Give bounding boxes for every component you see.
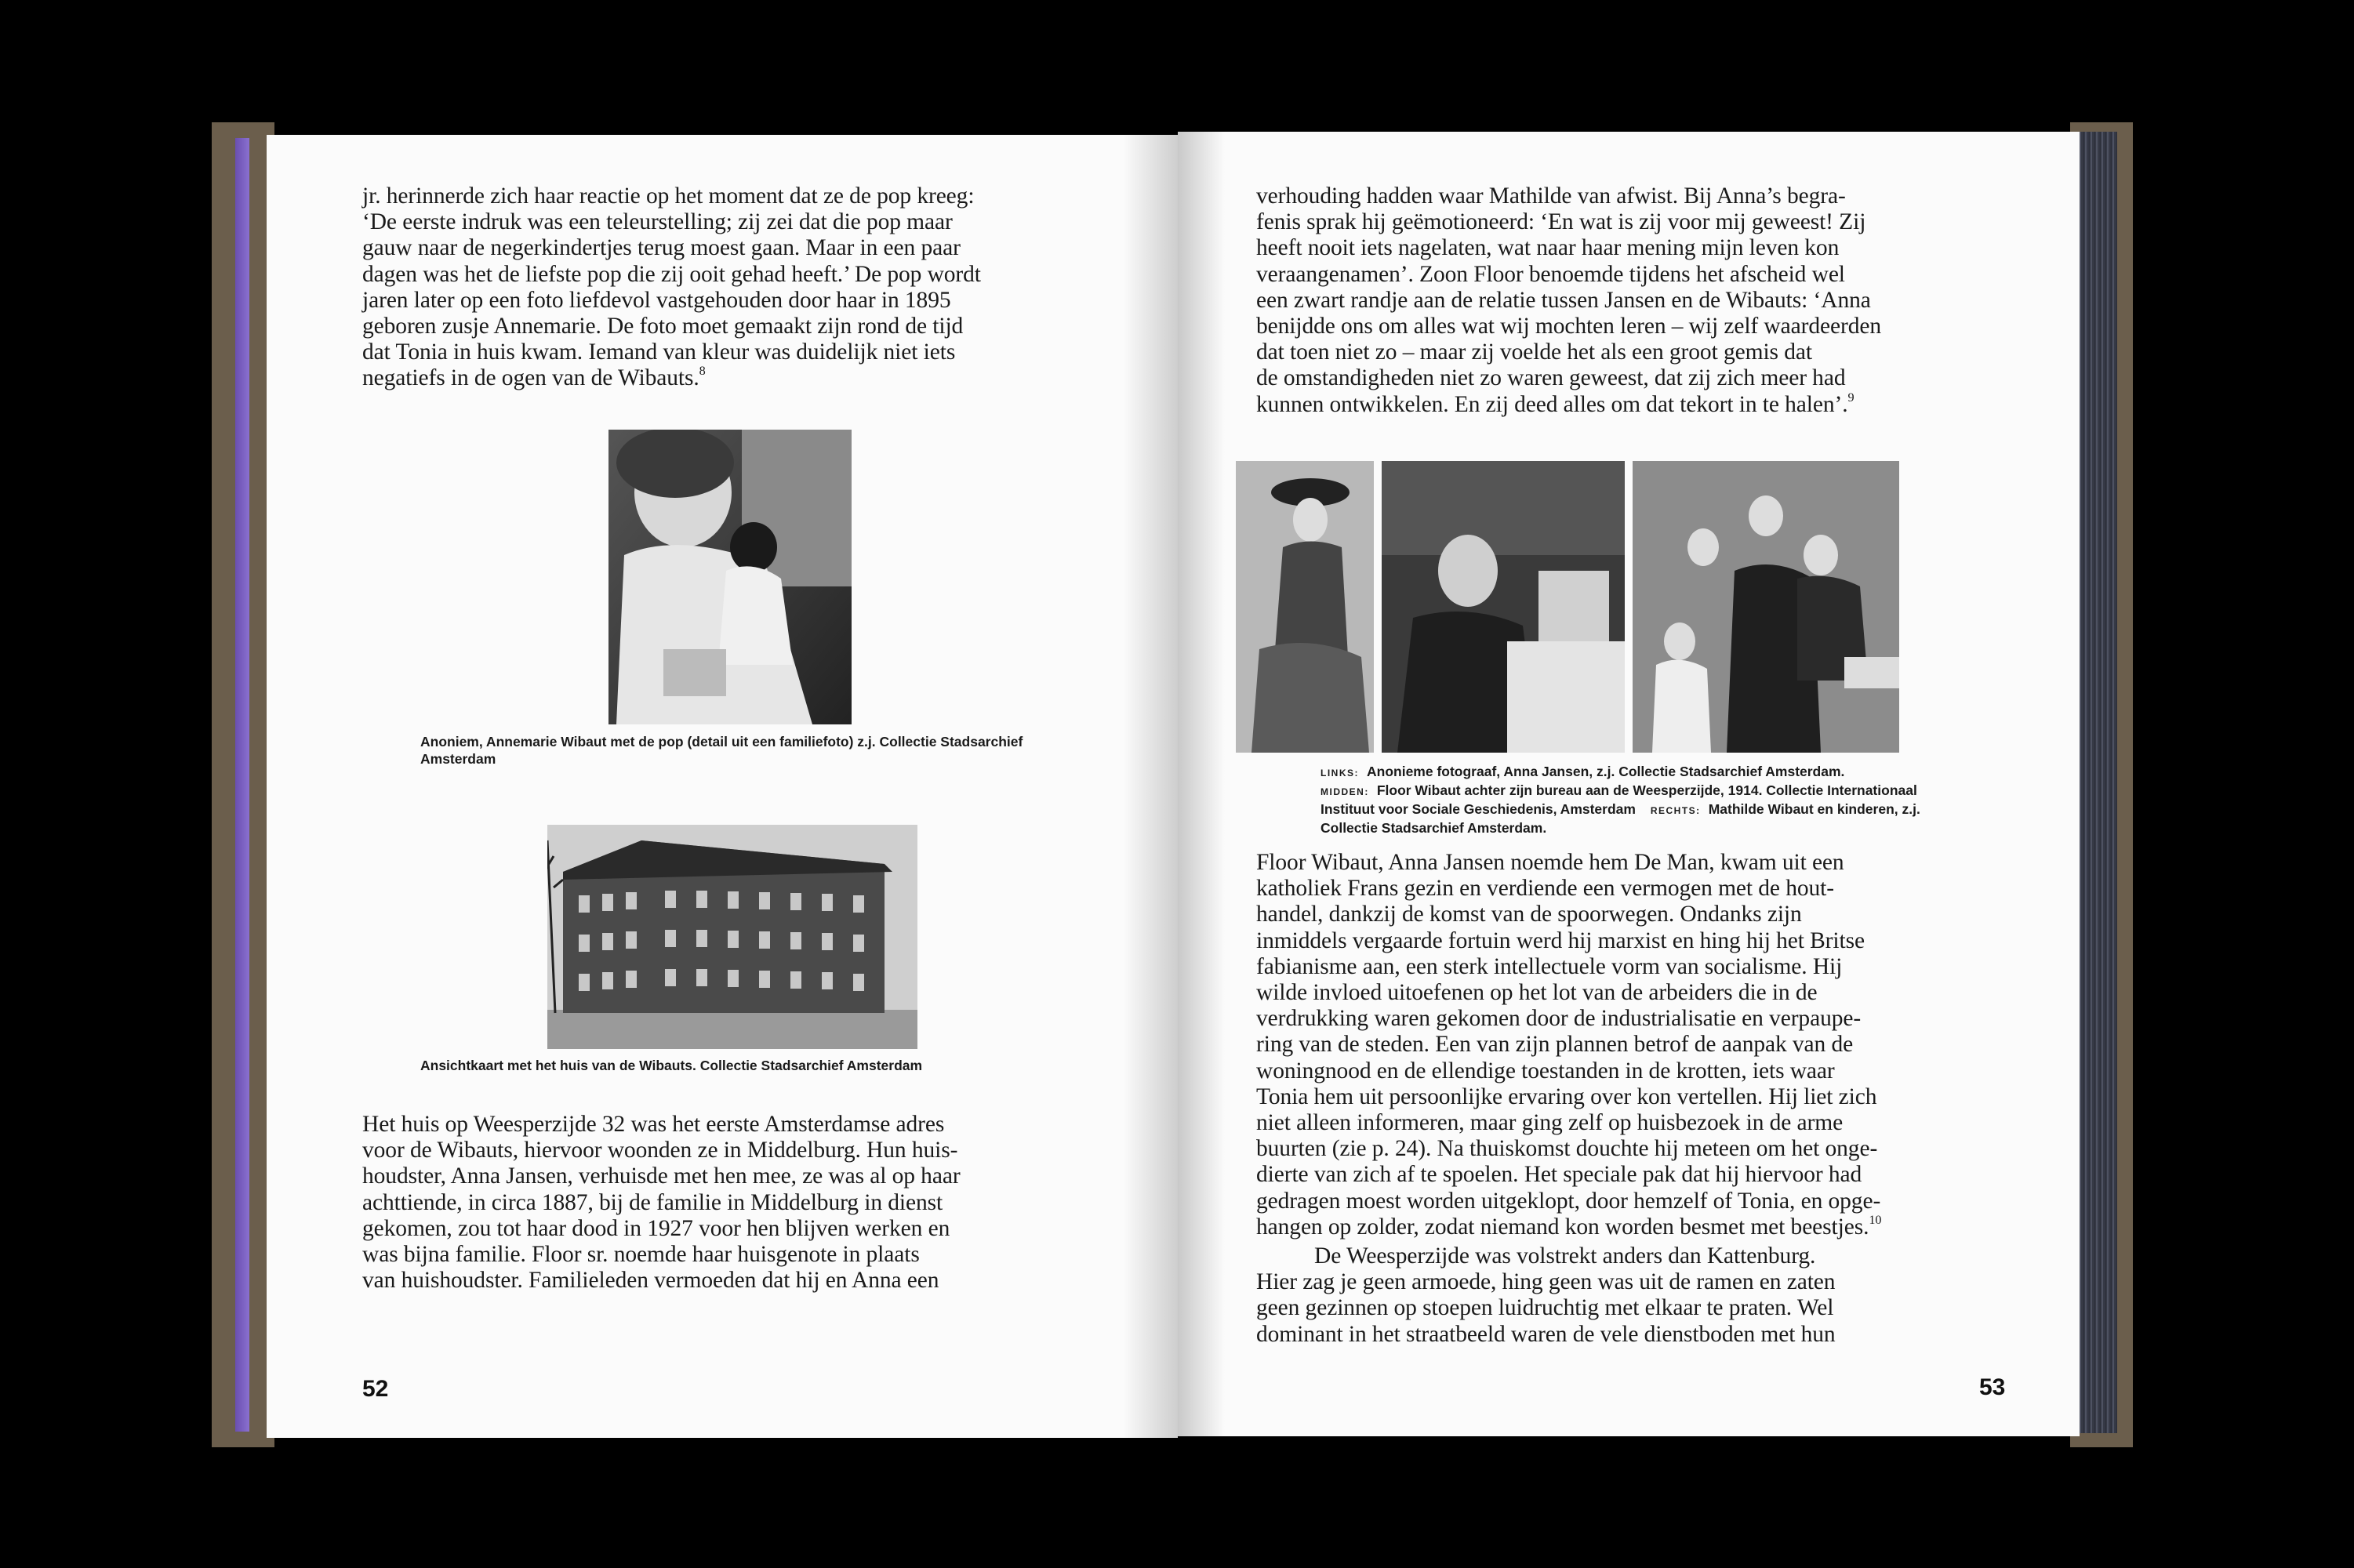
right-paragraph-2: [1256, 850, 2064, 1240]
purple-page-edge: [235, 138, 249, 1432]
footnote-ref-9: 9: [1847, 390, 1855, 405]
right-paragraph-2-text: Floor Wibaut, Anna Jansen noemde hem De Man, kwam uit een katholiek Frans gezin en verdiende een vermogen met de hout- handel, dankzij de komst van de spoorwegen. Ondanks zijn inmiddels vergaarde fortuin werd hij marxist en hing hij het Britse fabianisme aan, een sterk intellectuele vorm van socialisme. Hij wilde invloed uitoefenen op het lot van de arbeiders die in de verdrukking waren gekomen door de industrialisatie en verpaupe- ring van de steden. Een van zijn plannen betrof de aanpak van de woningnood en de ellendige toestanden in de krotten, iets waar Tonia hem uit persoonlijke ervaring over kon vertellen. Hij liet zich niet alleen informeren, maar ging zelf op huisbezoek in de arme buurten (zie p. 24). Na thuiskomst douchte hij meteen om het onge- dierte van zich af te spoelen. Het speciale pak dat hij hiervoor had gedragen moest worden uitgeklopt, door hemzelf of Tonia, en opge- hangen op zolder, zodat niemand kon worden besmet met beestjes.: [1256, 850, 1881, 1240]
caption-label-links: LINKS:: [1320, 768, 1359, 779]
page-number-left: 52: [362, 1376, 389, 1402]
gutter-shadow: [1178, 132, 1225, 1436]
left-page: [267, 135, 1178, 1438]
photo-girl-with-doll: [608, 430, 852, 724]
footnote-ref-10: 10: [1869, 1212, 1882, 1227]
page-stack-right: [2076, 132, 2117, 1433]
photo-floor-wibaut-at-desk: [1382, 461, 1625, 753]
photo-anna-jansen: [1236, 461, 1374, 753]
photo-house-postcard: [547, 825, 917, 1049]
left-paragraph-2: Het huis op Weesperzijde 32 was het eerste Amsterdamse adres voor de Wibauts, hiervoor woonden ze in Middelburg. Hun huis- houdster, Anna Jansen, verhuisde met hen mee, ze was al op haar achttiende, in circa 1887, bij de familie in Middelburg in dienst gekomen, zou tot haar dood in 1927 voor hen blijven werken en was bijna familie. Floor sr. noemde haar huisgenote in plaats van huishoudster. Familieleden vermoeden dat hij en Anna een: [362, 1112, 961, 1294]
photo-mathilde-and-children: [1633, 461, 1899, 753]
caption-photo-2: Ansichtkaart met het huis van de Wibauts. Collectie Stadsarchief Amsterdam: [420, 1058, 923, 1073]
caption-label-rechts: RECHTS:: [1650, 805, 1701, 816]
right-paragraph-3: De Weesperzijde was volstrekt anders dan Kattenburg. Hier zag je geen armoede, hing geen was uit de ramen en zaten geen gezinnen op stoepen luidruchtig met elkaar te praten. Wel dominant in het straatbeeld waren de vele dienstboden met hun: [1256, 1243, 1836, 1347]
left-paragraph-1: [362, 183, 1154, 392]
caption-photo-1: Anoniem, Annemarie Wibaut met de pop (detail uit een familiefoto) z.j. Collectie Stadsarchief Amsterdam: [420, 734, 1023, 767]
page-number-right: 53: [1979, 1374, 2006, 1400]
footnote-ref-8: 8: [699, 364, 706, 379]
caption-three-photos: [1320, 763, 1924, 837]
caption-text-rechts: Mathilde Wibaut en kinderen, z.j. Collectie Stadsarchief Amsterdam.: [1320, 801, 1920, 836]
right-page: [1178, 132, 2080, 1436]
caption-text-midden: Floor Wibaut achter zijn bureau aan de Weesperzijde, 1914. Collectie Internationaal Instituut voor Sociale Geschiedenis, Amsterdam: [1320, 782, 1917, 817]
right-paragraph-1: [1256, 183, 2064, 418]
caption-text-links: Anonieme fotograaf, Anna Jansen, z.j. Collectie Stadsarchief Amsterdam.: [1367, 764, 1845, 779]
left-paragraph-1-text: jr. herinnerde zich haar reactie op het moment dat ze de pop kreeg: ‘De eerste indruk was een teleurstelling; zij zei dat die pop maar gauw naar de negerkindertjes terug moest gaan. Maar in een paar dagen was het de liefste pop die zij ooit gehad heeft.’ De pop wordt jaren later op een foto liefdevol vastgehouden door haar in 1895 geboren zusje Annemarie. De foto moet gemaakt zijn rond de tijd dat Tonia in huis kwam. Iemand van kleur was duidelijk niet iets negatiefs in de ogen van de Wibauts.: [362, 183, 981, 391]
caption-label-midden: MIDDEN:: [1320, 786, 1369, 797]
right-paragraph-1-text: verhouding hadden waar Mathilde van afwist. Bij Anna’s begra- fenis sprak hij geëmotioneerd: ‘En wat is zij voor mij geweest! Zij heeft nooit iets nagelaten, wat naar haar mening mijn leven kon veraangenamen’. Zoon Floor benoemde tijdens het afscheid wel een zwart randje aan de relatie tussen Jansen en de Wibauts: ‘Anna benijdde ons om alles wat wij mochten leren – wij zelf waardeerden dat toen niet zo – maar zij voelde het als een groot gemis dat de omstandigheden niet zo waren geweest, dat zij zich meer had kunnen ontwikkelen. En zij deed alles om dat tekort in te halen’.: [1256, 183, 1881, 417]
